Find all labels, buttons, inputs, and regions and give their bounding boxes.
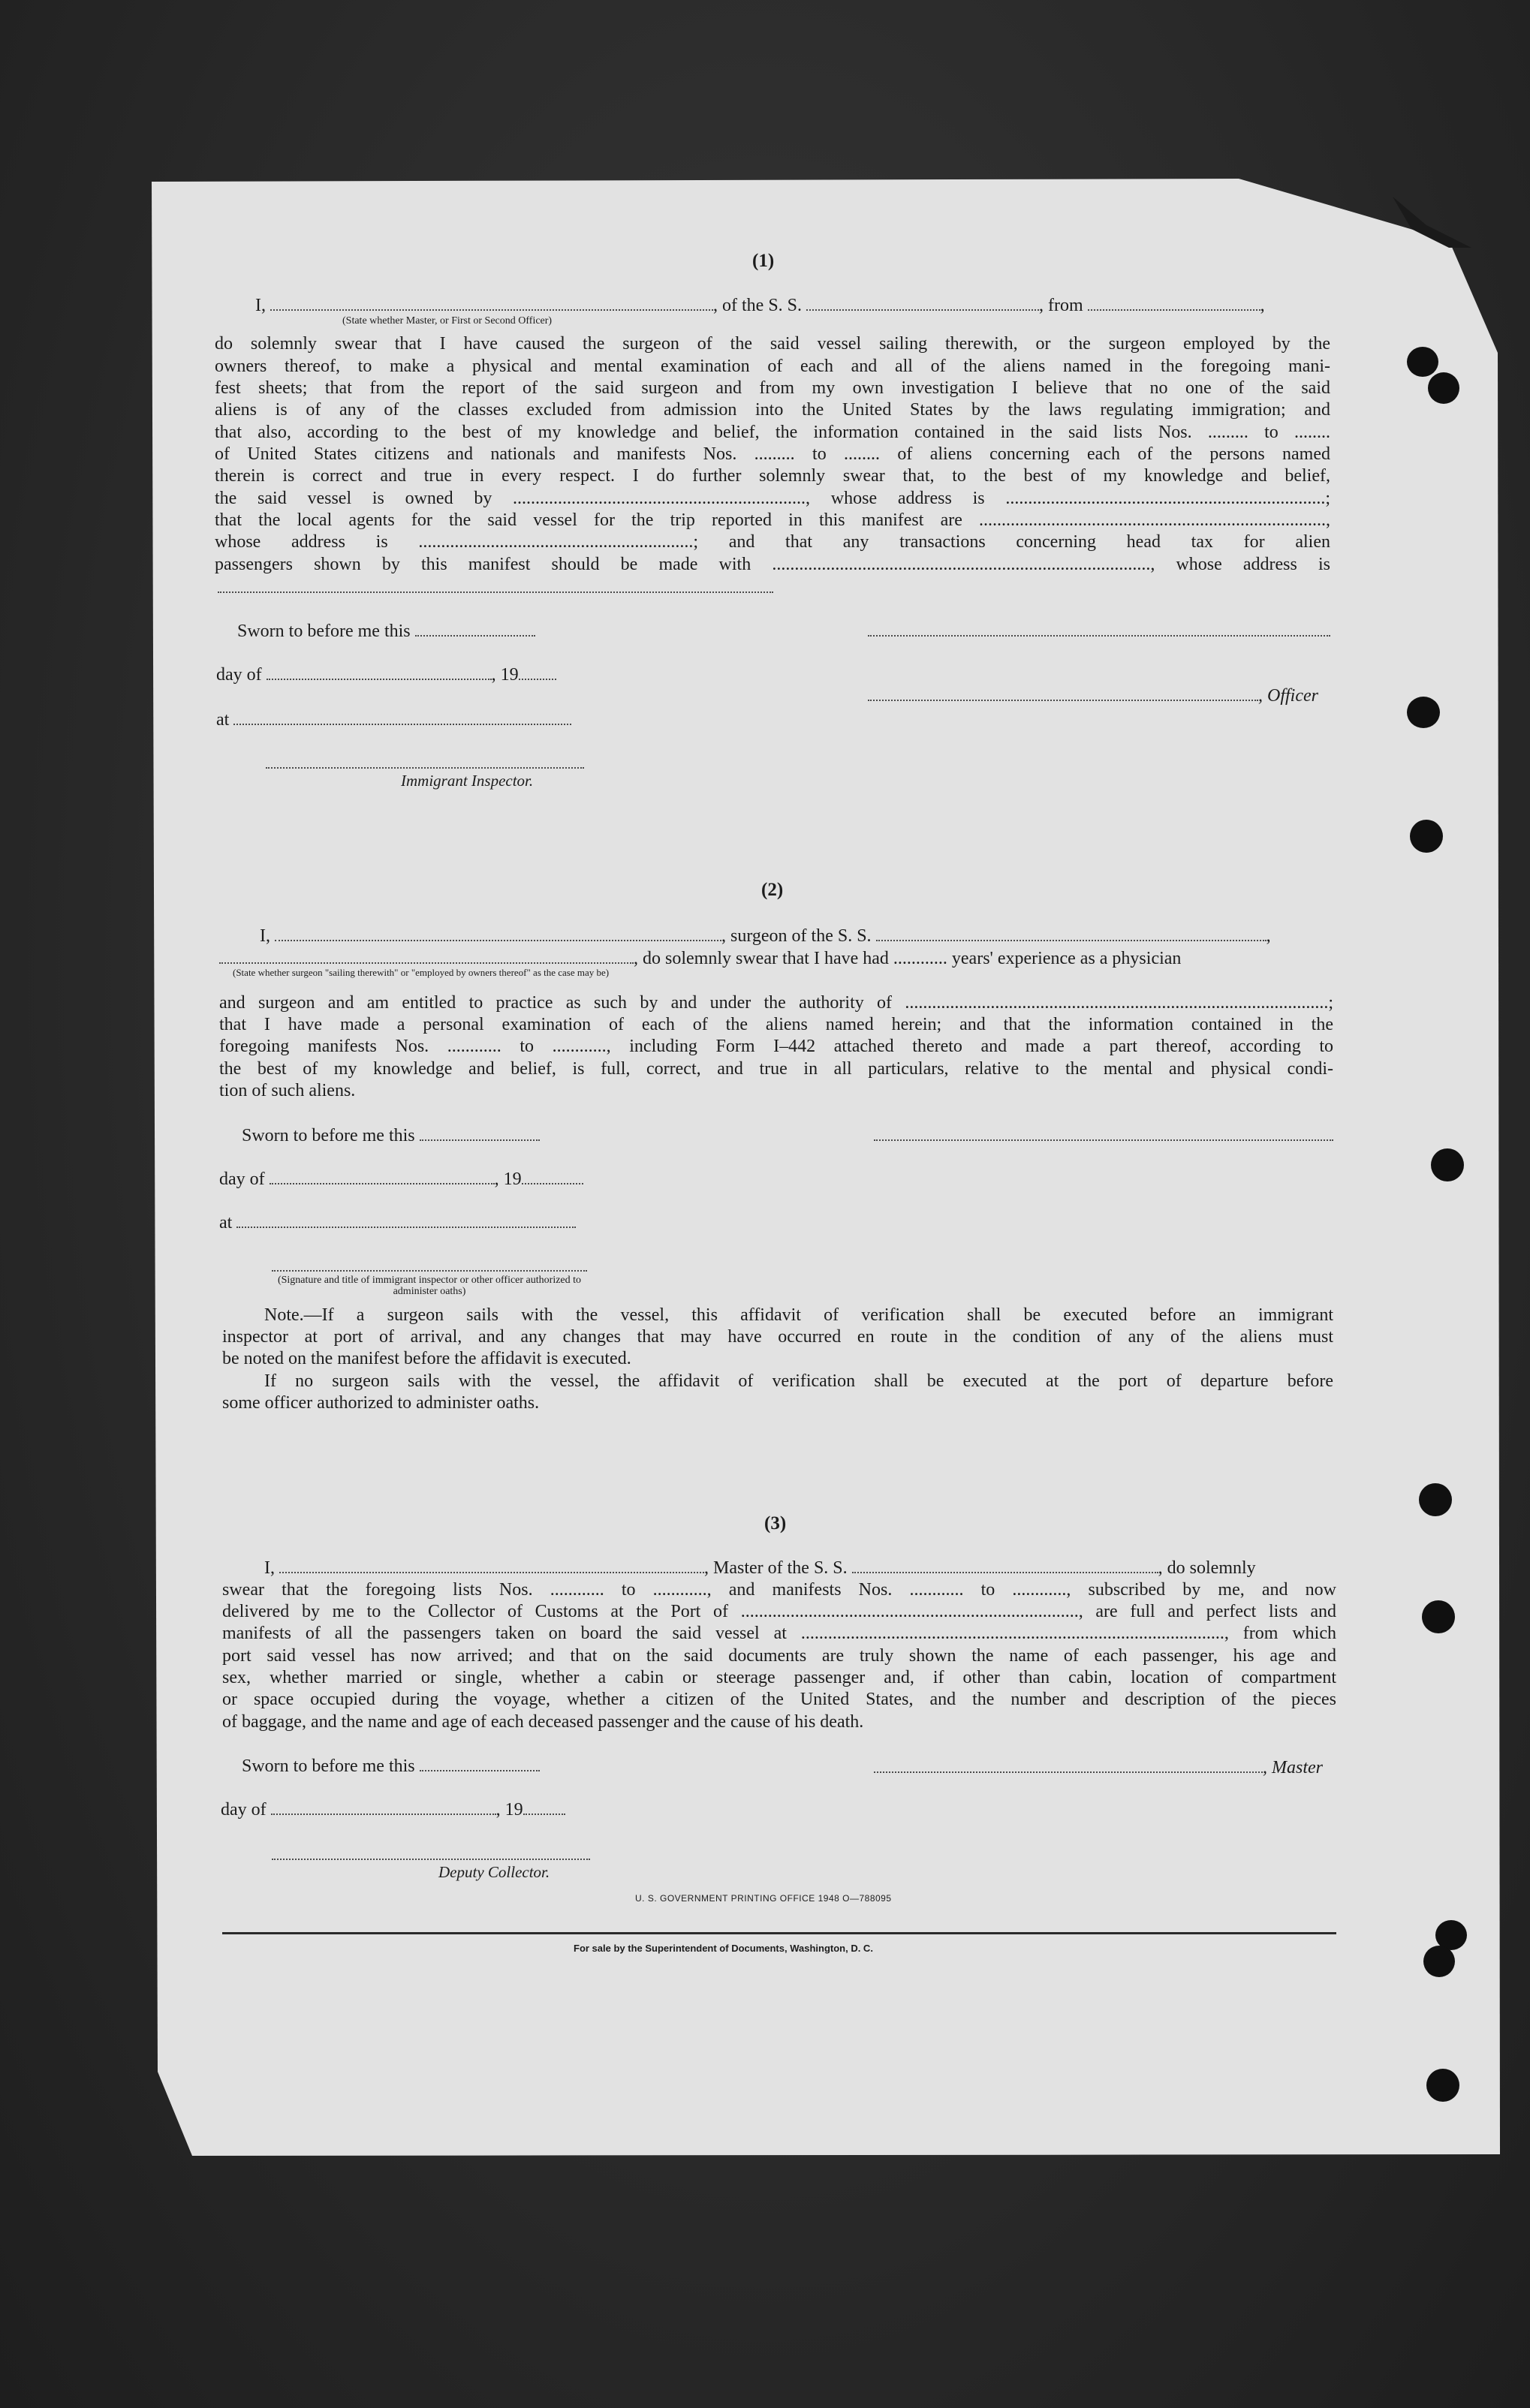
section-1-line: the said vessel is owned by ................................................................., whose address is .......................................................................;	[215, 489, 1330, 508]
section-3-line: sex, whether married or single, whether a cabin or steerage passenger and, if other than cabin, location of compartment	[222, 1668, 1336, 1687]
intro-i: I,	[255, 296, 266, 315]
section-1-line: therein is correct and true in every respect. I do further solemnly swear that, to the best of my knowledge and belief,	[215, 466, 1330, 486]
inspector-signature-line	[266, 766, 584, 769]
comma: ,	[1266, 926, 1271, 946]
note-line: some officer authorized to administer oaths.	[222, 1393, 540, 1413]
printer-imprint: U. S. GOVERNMENT PRINTING OFFICE 1948 O—788095	[635, 1893, 892, 1904]
section-1-line: that also, according to the best of my knowledge and belief, the information contained in the said lists Nos. ......... to ........	[215, 423, 1330, 442]
inspector-label: Immigrant Inspector.	[401, 772, 534, 790]
note-line: Note.—If a surgeon sails with the vessel, this affidavit of verification shall be executed before an immigrant	[264, 1305, 1333, 1325]
master-label: , Master	[1263, 1758, 1323, 1777]
at-label: at	[219, 1213, 233, 1233]
officer-blank	[270, 294, 713, 311]
section-1-line: whose address is .............................................................; and that any transactions concerning head tax for alien	[215, 532, 1330, 552]
section-3-line: swear that the foregoing lists Nos. ............ to ............, and manifests Nos. ............ to ............, subscribed by me, and now	[222, 1580, 1336, 1600]
day-blank	[267, 664, 492, 680]
ship-blank	[876, 925, 1266, 941]
at-line	[216, 709, 571, 730]
day-line	[221, 1798, 565, 1820]
collector-label: Deputy Collector.	[438, 1863, 550, 1881]
day-blank	[271, 1798, 496, 1815]
year-blank	[519, 664, 556, 680]
punch-hole	[1419, 1483, 1452, 1516]
surgeon-name-blank	[275, 925, 721, 941]
surgeon-role-blank	[219, 947, 634, 964]
punch-hole	[1407, 347, 1438, 377]
sworn-blank	[420, 1124, 540, 1141]
year-blank	[522, 1168, 583, 1184]
master-signature	[874, 1756, 1323, 1778]
sworn-blank	[415, 620, 535, 637]
inspector-signature-line	[272, 1269, 587, 1272]
section-2-line: foregoing manifests Nos. ............ to ............, including Form I–442 attached thereto and made a part thereof, according to	[219, 1037, 1333, 1056]
year-label: , 19	[494, 1169, 522, 1189]
day-label: day of	[219, 1169, 265, 1189]
section-3-line: port said vessel has now arrived; and that on the said documents are truly shown the name of each passenger, his age and	[222, 1646, 1336, 1666]
at-blank	[236, 1212, 576, 1228]
master-of-label: , Master of the S. S.	[704, 1558, 848, 1578]
officer-label: , Officer	[1258, 686, 1318, 706]
sworn-label: Sworn to before me this	[242, 1756, 415, 1776]
year-label: , 19	[495, 1800, 523, 1820]
section-3-line: or space occupied during the voyage, whether a citizen of the United States, and the number and description of the pieces	[222, 1690, 1336, 1709]
section-1-line: fest sheets; that from the report of the said surgeon and from my own investigation I believe that no one of the said	[215, 378, 1330, 398]
sworn-line	[242, 1124, 540, 1146]
punch-hole	[1426, 2069, 1459, 2102]
punch-hole	[1431, 1148, 1464, 1181]
section-3-number: (3)	[764, 1513, 787, 1534]
note-line: be noted on the manifest before the affidavit is executed.	[222, 1349, 631, 1368]
officer-signature-blank	[868, 685, 1258, 701]
officer-caption: (State whether Master, or First or Second Officer)	[342, 315, 553, 327]
master-name-blank	[279, 1557, 704, 1573]
punch-hole	[1407, 697, 1440, 728]
section-2-line: tion of such aliens.	[219, 1081, 356, 1100]
sworn-line	[237, 620, 535, 642]
section-3-line: manifests of all the passengers taken on board the said vessel at .............................................................................................., from which	[222, 1624, 1336, 1643]
year-blank	[523, 1798, 565, 1815]
section-3-line: of baggage, and the name and age of each deceased passenger and the cause of his death.	[222, 1712, 864, 1732]
signature-line	[868, 634, 1330, 637]
ship-blank	[806, 294, 1039, 311]
from-blank	[1088, 294, 1260, 311]
at-blank	[233, 709, 571, 725]
section-2-intro	[260, 925, 1271, 947]
section-1-line: of United States citizens and nationals and manifests Nos. ......... to ........ of aliens concerning each of the persons named	[215, 444, 1330, 464]
section-2-line: and surgeon and am entitled to practice as such by and under the authority of ..............................................................................................;	[219, 993, 1333, 1013]
at-label: at	[216, 710, 230, 730]
day-label: day of	[216, 665, 262, 685]
ship-blank	[852, 1557, 1158, 1573]
day-label: day of	[221, 1800, 267, 1820]
signature-line	[874, 1138, 1333, 1141]
day-line	[216, 664, 556, 685]
section-2-line: the best of my knowledge and belief, is full, correct, and true in all particulars, relative to the mental and physical condi-	[219, 1059, 1333, 1079]
footer-rule	[222, 1932, 1336, 1934]
day-blank	[270, 1168, 495, 1184]
section-1-line: passengers shown by this manifest should be made with ...................................................................................., whose address is	[215, 555, 1330, 574]
sworn-line	[242, 1755, 540, 1777]
year-label: , 19	[491, 665, 519, 685]
section-2-line: that I have made a personal examination of each of the aliens named herein; and that the information contained in the	[219, 1015, 1333, 1034]
note-line: inspector at port of arrival, and any changes that may have occurred en route in the condition of any of the aliens must	[222, 1327, 1333, 1347]
day-line	[219, 1168, 583, 1190]
solemnly-label: , do solemnly	[1158, 1558, 1256, 1578]
signature-caption: (Signature and title of immigrant inspector or other officer authorized to administer oaths)	[277, 1275, 582, 1297]
section-1-line: that the local agents for the said vessel for the trip reported in this manifest are .............................................................................,	[215, 510, 1330, 530]
officer-signature	[868, 685, 1318, 706]
note-line: If no surgeon sails with the vessel, the affidavit of verification shall be executed at the port of departure before	[264, 1371, 1333, 1391]
punch-hole	[1422, 1600, 1455, 1633]
section-1-intro	[255, 294, 1265, 316]
section-2-number: (2)	[761, 880, 784, 900]
punch-hole	[1423, 1946, 1455, 1977]
swear-years: , do solemnly swear that I have had ............ years' experience as a physician	[634, 949, 1182, 968]
section-3-intro	[264, 1557, 1256, 1579]
master-signature-blank	[874, 1756, 1263, 1773]
punch-hole	[1410, 820, 1443, 853]
from-label: , from	[1039, 296, 1083, 315]
sale-notice: For sale by the Superintendent of Documents, Washington, D. C.	[574, 1943, 873, 1954]
section-1-line: owners thereof, to make a physical and mental examination of each and all of the aliens named in the foregoing mani-	[215, 357, 1330, 376]
section-3-line: delivered by me to the Collector of Customs at the Port of ..........................................................................., are full and perfect lists and	[222, 1602, 1336, 1621]
intro-i: I,	[264, 1558, 275, 1578]
punch-hole	[1428, 372, 1459, 404]
section-1-number: (1)	[752, 251, 775, 271]
sworn-label: Sworn to before me this	[237, 622, 411, 641]
intro-i: I,	[260, 926, 270, 946]
sworn-label: Sworn to before me this	[242, 1126, 415, 1145]
of-ship: , of the S. S.	[713, 296, 803, 315]
surgeon-of-label: , surgeon of the S. S.	[721, 926, 872, 946]
sworn-blank	[420, 1755, 540, 1771]
surgeon-caption: (State whether surgeon "sailing therewith" or "employed by owners thereof" as the case may be)	[233, 967, 610, 978]
comma: ,	[1260, 296, 1265, 315]
at-line	[219, 1212, 576, 1233]
collector-signature-line	[272, 1857, 590, 1860]
section-1-line: aliens is of any of the classes excluded from admission into the United States by the laws regulating immigration; and	[215, 400, 1330, 420]
section-2-swear	[219, 947, 1181, 969]
address-blank	[218, 590, 773, 593]
section-1-line: do solemnly swear that I have caused the surgeon of the said vessel sailing therewith, or the surgeon employed by the	[215, 334, 1330, 354]
